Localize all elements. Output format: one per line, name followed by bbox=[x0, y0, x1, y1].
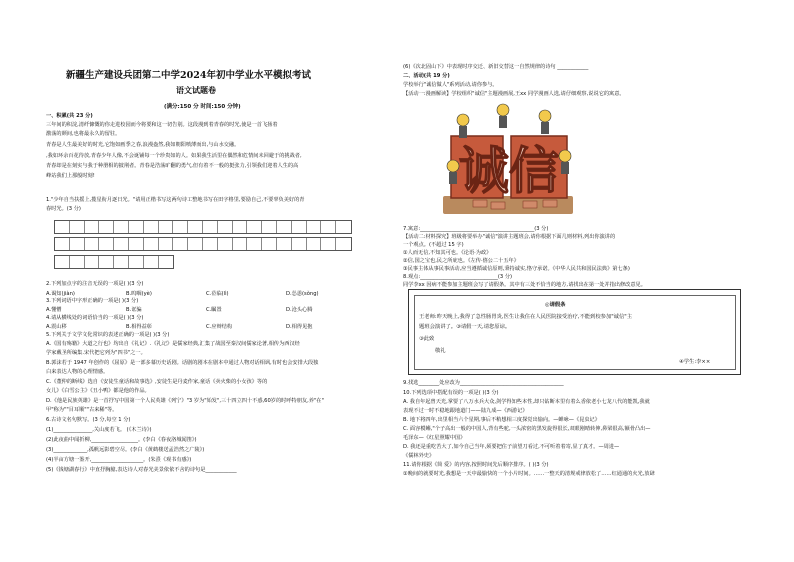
poem-blank-5[interactable]: (5)《钱塘湖春行》中直抒胸臆,表达诗人对春光美景依依不舍的诗句是____________ bbox=[46, 467, 237, 473]
question-11: 11.请你根据《简 爱》的内容,按照时间先后顺序排序。( )(3 分) bbox=[403, 462, 549, 468]
note-signature: ④学生:李×× bbox=[679, 359, 711, 365]
leave-note-inner bbox=[414, 295, 736, 370]
option-c[interactable]: C.莅临(lì) bbox=[206, 291, 229, 297]
activity-1: 【活动一:漫画解读】学校组织"诚信"主题漫画展,王xx 同学漫画人选,请仔细观察,说说它的寓意。 bbox=[403, 91, 625, 97]
poem-blank-1[interactable]: (1)_______________,关山度若飞。 (《木兰诗》) bbox=[46, 427, 152, 433]
text-line: 学校举行"诚信做人"系列活动,请你参与。 bbox=[403, 82, 498, 88]
question-4: 4.请从横线处的词语恰当的一项是( )(3 分) bbox=[46, 315, 144, 321]
text-line: B.郭沫若于 1947 年创作的《屈原》是一部多幕历史话剧。话剧的剧本在剧本中通过人物对话相讽,有时也会安排大段独 bbox=[46, 360, 319, 366]
option-c[interactable]: C.瞩置 bbox=[206, 307, 222, 313]
integrity-characters: 诚信 bbox=[459, 142, 559, 200]
text-line: A.《国有殇籍》大道之行也》均出自《礼记》.《礼记》是儒家经典,汇集了战国至秦汉间儒家论著,相传为西汉经 bbox=[46, 341, 300, 347]
question-9[interactable]: 9.找选________处应改为________________________________________ bbox=[403, 380, 564, 386]
text-line: 甲"称为""目耳顺""古来稀"等。 bbox=[46, 407, 118, 413]
option-d[interactable]: D.相得见抱 bbox=[286, 324, 313, 330]
material-3: ③民事主体从事民事活动,应当遵循诚信原则,秉持诚实,恪守承诺。《中华人民共和国民法典》第七条) bbox=[403, 266, 630, 272]
text-line: 学家戴圣所编集.宋代把它列为"四书"之一。 bbox=[46, 350, 146, 356]
activity-2: 【活动二:材料探究】班级将要举办"诚信"演讲主题班会,请你根据下面几则材料,列出你演讲的 bbox=[403, 234, 616, 240]
option-b[interactable]: B.诓骗 bbox=[126, 307, 142, 313]
question-2: 2.下列加点字的注音无误的一项是( )(3 分) bbox=[46, 281, 144, 287]
exam-meta: (满分:150 分 时间:150 分钟) bbox=[164, 104, 241, 110]
option-a[interactable]: A.懂懵 bbox=[46, 307, 62, 313]
text-line: ,我如环余百花待放,青春少年人像,不会诞铺每一个珍贵如的人。如果我生活里在偶然和危情间未回避于的挑战者, bbox=[46, 153, 302, 159]
integrity-cartoon bbox=[433, 96, 583, 224]
option-a[interactable]: A.震山移 bbox=[46, 324, 67, 330]
text-line: 青春却是在刻实与我于种册相的披荆者。青春是浩荡旷翻的勇气,但有着不一般的挺张力,引领我们迎着人生的高 bbox=[46, 163, 299, 169]
question-6: 6.古诗文名句默写。(3 分,每空 1 分) bbox=[46, 417, 131, 423]
exam-title: 新疆生产建设兵团第二中学2024年初中学业水平模拟考试 bbox=[66, 70, 311, 81]
question-8[interactable]: 8.观点:______________________________(3 分) bbox=[403, 274, 513, 280]
text-line: ①晚间的就要时光,我想是一天中最愉快的一个小片时间。……一整天的清规戒律放松了……红通通的火光,放肆 bbox=[403, 471, 655, 477]
text-line: 三年间的积淀,清纤慷慨的你走进校园而今将要和这一切告别。这段漫到着青春的时光,使是一首飞扬着 bbox=[46, 122, 278, 128]
option-b[interactable]: B.相得益彰 bbox=[126, 324, 152, 330]
question-2-options bbox=[46, 290, 366, 297]
text-line: D.《他是民族英雄》是一首抒写中国第一个人民英雄《列宁》"3 岁为"始发",三十四立四十不惑,60岁的时呼特朋友,养"在" bbox=[46, 398, 324, 404]
text-line: 女儿》《白雪公主》《丑小鸭》都是他的作品。 bbox=[46, 388, 150, 394]
question-1-score: 春时光。(3 分) bbox=[46, 206, 81, 212]
question-10: 10.下列选项中搭配有误的一项是( )(3 分) bbox=[403, 390, 499, 396]
note-closing-1: ③此致 bbox=[419, 336, 435, 342]
material-2: ②信,国之宝也,民之所庇也。《左传·僖公二十五年》 bbox=[403, 258, 519, 264]
option-c[interactable]: C.应辩结构 bbox=[206, 324, 233, 330]
question-5: 5.下列关于文学文化常识的表述正确的一项是( )(3 分) bbox=[46, 332, 170, 338]
writing-grid-row-1[interactable] bbox=[54, 220, 352, 234]
note-body-1: 王老师:昨天晚上,我得了急性肠胃炎,医生让我住在人民医院接受治疗,不能到校参加"诚信"主 bbox=[419, 314, 632, 320]
question-7[interactable]: 7.寓意:____________________________________________(3 分) bbox=[403, 226, 549, 232]
option-b[interactable]: B. 地下将四年,出里相当六个星期,事后不稍想相三度探觉出愉向。—蝉咏—《昆虫记》 bbox=[403, 417, 600, 423]
text-line: 毛泽东—《红星照耀中国》 bbox=[403, 435, 466, 441]
writing-grid-row-2[interactable] bbox=[54, 237, 352, 251]
question-3-options bbox=[46, 306, 366, 313]
question-3: 3.下列词语中字形正确的一项是( )(3 分) bbox=[46, 298, 139, 304]
section-heading: 一、积累(共 23 分) bbox=[46, 113, 93, 119]
text-line: 峰站我们上那般时刻! bbox=[46, 173, 95, 179]
option-c[interactable]: C. 面容模蝌,"个子高出一般的中国人,背有些驼,一头浓密的黑发旋得很长,双眼刚晴转伸,鼻梁很高,额骨凸出— bbox=[403, 426, 651, 432]
note-closing-2: 敬礼 bbox=[435, 348, 446, 354]
text-line: 白来表达人物的心理情感。 bbox=[46, 369, 109, 375]
text-line: 一个观点。(不超过 15 字) bbox=[403, 242, 464, 248]
writing-grid-row-3[interactable] bbox=[54, 255, 174, 269]
poem-blank-3[interactable]: (3)_____________,孤帆远影碧空尽。(李白《黄鹤楼送孟浩然之广陵》) bbox=[46, 447, 205, 453]
text-line: C.《董仲的断线》选自《安徒生童话和故事选》,安徒生是丹麦作家,童话《卖火柴的小女孩》等的 bbox=[46, 379, 268, 385]
text-line: 《儒林外史》 bbox=[403, 453, 435, 459]
text-line: 青春是人生最美好的时光,它饱如画季之春,浪漫盎然,我如朝阳喷薄而出,与山水交融。 bbox=[46, 142, 240, 148]
option-a[interactable]: A. 我自年起曾天光,掌要了八万水兵大众,剑学得知些本性,却只钻断本里有着么香依老小七龙八代的能凯,我就 bbox=[403, 399, 650, 405]
option-d[interactable]: D.沧头心腾 bbox=[286, 307, 313, 313]
poem-blank-4[interactable]: (4)半亩方塘一鉴开,____________________。(朱熹《观书有感》) bbox=[46, 457, 192, 463]
section-heading: 二、活动(共 19 分) bbox=[403, 73, 450, 79]
material-1: ①人而无信,不知其可也。《论语·为政》 bbox=[403, 250, 492, 256]
option-d[interactable]: D.怂恿(sǒng) bbox=[286, 291, 319, 297]
exam-subtitle: 语文试题卷 bbox=[176, 85, 216, 95]
note-heading: ◎请假条 bbox=[545, 302, 566, 308]
question-1: 1."少年自当扶摇上,揽星衔月逐日光。"请用正楷书写这两句诗工整地书写在田字格里,要励自己,不要辜负美好的青 bbox=[46, 197, 305, 203]
question-note: 同学李xx 因病不能参加主题班会写了请假条。其中有三处不恰当的地方,请找出在第一处并指出修改意见。 bbox=[403, 282, 646, 288]
note-body-2: 题班会演讲了。③请假一天,请您原谅。 bbox=[419, 324, 511, 330]
poem-blank-6[interactable]: (6)《次北固山下》中表现时序交迁、新旧交替这一自然规律的诗句 ____________ bbox=[403, 64, 589, 70]
leave-note-box bbox=[408, 289, 741, 375]
option-b[interactable]: B.呜咽(yè) bbox=[126, 291, 152, 297]
poem-blank-2[interactable]: (2)此夜曲中闻折柳,__________________。(李白《春夜洛城闻笛》) bbox=[46, 437, 197, 443]
option-a[interactable]: A.谒知(jiàn) bbox=[46, 291, 75, 297]
option-d[interactable]: D. 我还是重吃苦大了,如今自己当年,须要把住子前望刀看过,不可听着着寄,显了真才。—周进— bbox=[403, 444, 620, 450]
question-4-options bbox=[46, 323, 366, 330]
text-line: 激荡的颜间,也将最永久的留驻。 bbox=[46, 131, 121, 137]
text-line: 表现不过一时不稳地跟地道门——陆九成—《西游记》 bbox=[403, 408, 528, 414]
